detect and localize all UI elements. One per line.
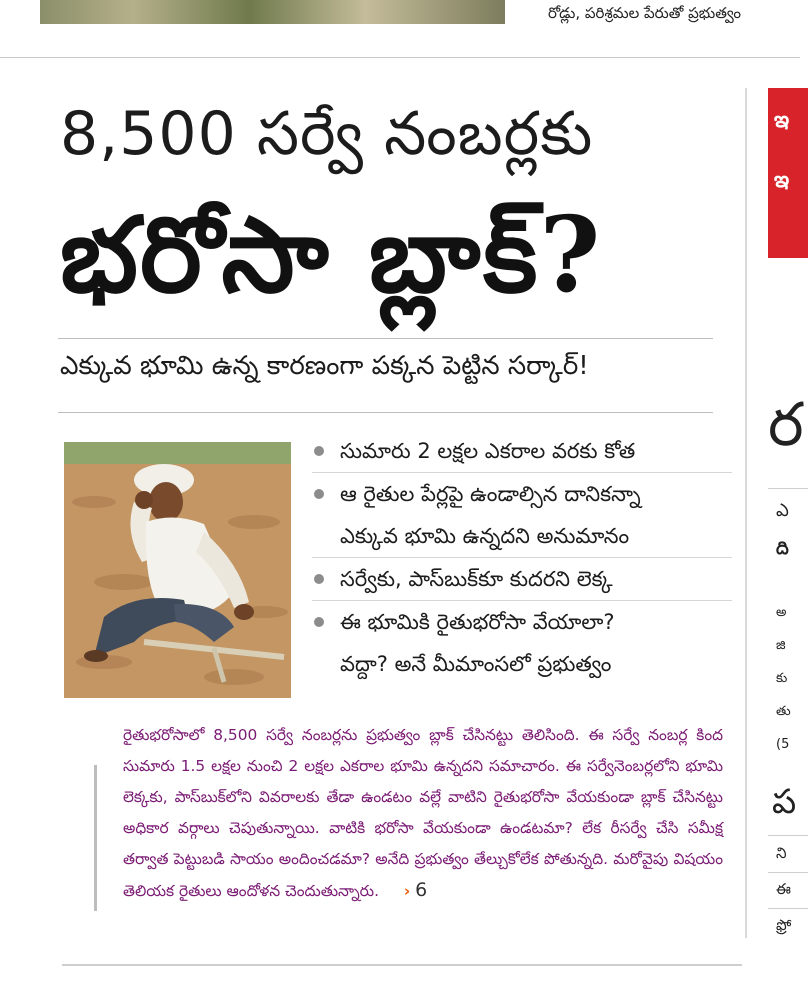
adjacent-rule: [768, 872, 808, 873]
continued-arrow-icon: ›: [403, 882, 411, 900]
adjacent-text: అ: [776, 605, 787, 620]
continued-page-number[interactable]: 6: [415, 879, 428, 901]
subheadline: ఎక్కువ భూమి ఉన్న కారణంగా పక్కన పెట్టిన సర్కార్!: [60, 351, 589, 381]
adjacent-subheading: ప: [772, 782, 797, 822]
subhead-bottom-rule: [58, 412, 713, 413]
farmer-illustration: [64, 442, 291, 698]
key-point-text: వద్దా? అనే మీమాంసలో ప్రభుత్వం: [340, 652, 612, 676]
adjacent-red-tab: [768, 88, 808, 258]
adjacent-rule: [768, 835, 808, 836]
adjacent-text: (5: [776, 737, 790, 752]
adjacent-headline-glyph: ర: [768, 390, 804, 460]
column-divider: [745, 88, 747, 938]
key-point-item: [312, 557, 732, 600]
farmer-photo: [64, 442, 291, 698]
bullet-dot-icon: [314, 574, 324, 584]
adjacent-text: ది: [776, 538, 789, 559]
adjacent-text: ఫ్రో: [776, 916, 792, 934]
adjacent-rule: [768, 908, 808, 909]
key-points-list: [312, 430, 732, 685]
red-tab-text: ఇ: [774, 108, 790, 133]
top-divider: [0, 57, 800, 58]
key-point-text: సర్వేకు, పాస్‌బుక్‌కూ కుదరని లెక్క: [340, 567, 613, 591]
key-point-text: సుమారు 2 లక్షల ఎకరాల వరకు కోత: [340, 439, 636, 463]
adjacent-text: జి: [776, 638, 786, 653]
article-body: [123, 720, 723, 907]
key-point-item: [312, 472, 732, 557]
adjacent-article-column: [752, 60, 804, 960]
previous-article-caption: రోడ్లు, పరిశ్రమల పేరుతో ప్రభుత్వం: [548, 4, 741, 22]
headline-line-1: 8,500 సర్వే నంబర్లకు: [60, 99, 594, 169]
key-point-item: [312, 600, 732, 685]
bullet-dot-icon: [314, 617, 324, 627]
body-side-bar: [94, 765, 97, 911]
bullet-dot-icon: [314, 446, 324, 456]
key-point-text: ఆ రైతుల పేర్లపై ఉండాల్సిన దానికన్నా: [340, 482, 641, 506]
adjacent-text: ని: [776, 844, 787, 862]
bottom-divider: [62, 964, 742, 966]
bullet-dot-icon: [314, 489, 324, 499]
red-tab-text: ఇ: [774, 168, 790, 193]
adjacent-text: ఈ: [776, 880, 791, 898]
adjacent-text: తు: [776, 704, 791, 719]
previous-article-strip: [0, 0, 800, 40]
key-point-item: [312, 430, 732, 472]
adjacent-text: ఎ: [776, 500, 789, 521]
subhead-top-rule: [58, 338, 713, 339]
key-point-text: ఎక్కువ భూమి ఉన్నదని అనుమానం: [340, 524, 630, 548]
previous-article-photo: [40, 0, 505, 24]
article-body-text: రైతుభరోసాలో 8,500 సర్వే నంబర్లను ప్రభుత్వం బ్లాక్ చేసినట్టు తెలిసింది. ఈ సర్వే నంబర్ల కింద సుమారు 1.5 లక్షల నుంచి 2 లక్షల ఎకరాల భూమి ఉన్నదని సమాచారం. ఈ సర్వేనెంబర్లలోని భూమి లెక్కకు, పాస్‌బుక్‌లోని వివరాలకు తేడా ఉండటం వల్లే వాటిని రైతుభరోసా వేయకుండా బ్లాక్ చేసినట్టు అధికార వర్గాలు చెపుతున్నాయి. వాటికి భరోసా వేయకుండా ఉండటమా? లేక రీసర్వే చేసి సమీక్ష తర్వాత పెట్టుబడి సాయం అందించడమా? అనేది ప్రభుత్వం తేల్చుకోలేక పోతున్నది. మరోవైపు విషయం తెలియక రైతులు ఆందోళన చెందుతున్నారు.: [123, 726, 724, 900]
adjacent-rule: [768, 488, 808, 489]
adjacent-text: కు: [776, 671, 788, 686]
headline-line-2: భరోసా బ్లాక్?: [60, 193, 603, 316]
key-point-text: ఈ భూమికి రైతుభరోసా వేయాలా?: [340, 610, 615, 634]
